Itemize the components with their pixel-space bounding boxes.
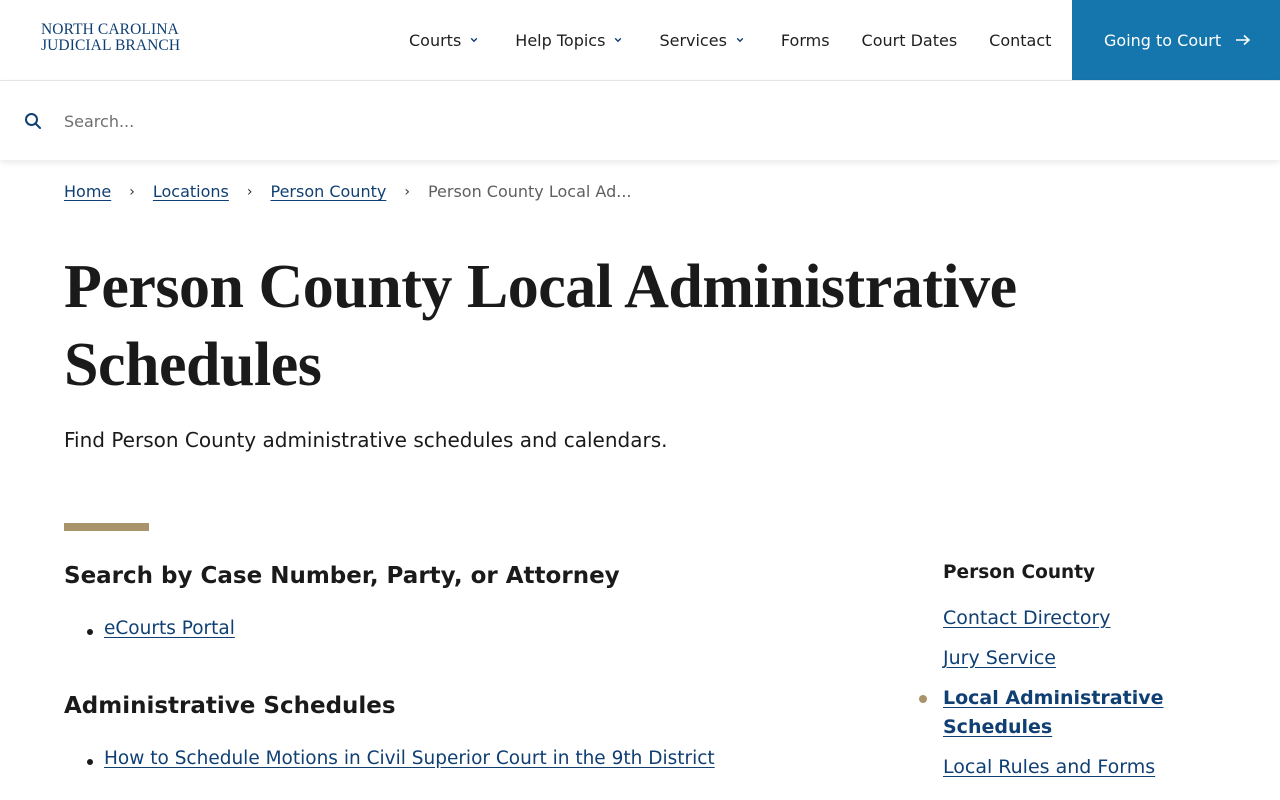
sidebar-item-local-rules-and-forms <box>943 753 1183 782</box>
sidebar-title: Person County <box>943 562 1096 583</box>
logo-line-2: JUDICIAL BRANCH <box>41 37 181 54</box>
page-title: Person County Local Administrative Schedules <box>64 253 1017 399</box>
nav-forms[interactable] <box>781 31 830 50</box>
nav-court-dates-label: Court Dates <box>861 30 958 50</box>
schedule-motions-link[interactable]: How to Schedule Motions in Civil Superior Court in the 9th District <box>104 748 715 769</box>
list-item <box>104 748 715 769</box>
schedules-links-list <box>104 748 715 769</box>
nav-help-topics[interactable] <box>515 31 622 50</box>
sidebar-link-local-administrative-schedules[interactable]: Local Administrative Schedules <box>943 687 1164 738</box>
accent-divider <box>64 523 149 531</box>
search-input[interactable] <box>64 105 1244 137</box>
sidebar-link-local-rules-and-forms[interactable]: Local Rules and Forms <box>943 756 1156 778</box>
nav-contact[interactable] <box>989 31 1051 50</box>
going-to-court-button[interactable] <box>1072 0 1280 80</box>
chevron-down-icon <box>614 36 622 44</box>
chevron-right-icon: › <box>404 183 410 200</box>
sidebar-item-local-administrative-schedules <box>943 684 1183 742</box>
nav-court-dates[interactable] <box>862 31 958 50</box>
breadcrumb <box>64 182 632 201</box>
nav-contact-label: Contact <box>989 30 1052 50</box>
arrow-right-icon <box>1235 34 1251 46</box>
breadcrumb-locations[interactable]: Locations <box>152 182 229 201</box>
nav-help-topics-label: Help Topics <box>515 30 606 50</box>
page-intro: Find Person County administrative schedules and calendars. <box>64 428 668 452</box>
chevron-down-icon <box>470 36 478 44</box>
nav-courts[interactable] <box>409 31 478 50</box>
section-heading-search: Search by Case Number, Party, or Attorney <box>64 563 620 589</box>
chevron-right-icon: › <box>129 183 135 200</box>
going-to-court-label: Going to Court <box>1104 30 1222 50</box>
chevron-down-icon <box>736 36 744 44</box>
breadcrumb-person-county[interactable]: Person County <box>270 182 387 201</box>
nav-services-label: Services <box>659 30 727 50</box>
nav-courts-label: Courts <box>409 30 462 50</box>
main-nav <box>409 0 1051 80</box>
breadcrumb-home[interactable]: Home <box>64 182 112 201</box>
sidebar-item-contact-directory <box>943 604 1183 633</box>
sidebar-link-jury-service[interactable]: Jury Service <box>943 647 1056 669</box>
search-bar <box>0 80 1280 160</box>
sidebar-link-contact-directory[interactable]: Contact Directory <box>943 607 1111 629</box>
breadcrumb-current: Person County Local Ad... <box>427 182 632 201</box>
sidebar-item-jury-service <box>943 644 1183 673</box>
search-icon[interactable] <box>24 112 42 130</box>
site-logo[interactable] <box>41 22 180 54</box>
sidebar-nav <box>943 604 1183 793</box>
nav-services[interactable] <box>659 31 743 50</box>
logo-line-1: NORTH CAROLINA <box>41 21 179 38</box>
ecourts-portal-link[interactable]: eCourts Portal <box>104 618 235 639</box>
search-links-list <box>104 618 235 639</box>
section-heading-schedules: Administrative Schedules <box>64 693 396 719</box>
chevron-right-icon: › <box>246 183 253 200</box>
list-item <box>104 618 235 639</box>
site-header <box>0 0 1280 80</box>
nav-forms-label: Forms <box>780 30 830 50</box>
